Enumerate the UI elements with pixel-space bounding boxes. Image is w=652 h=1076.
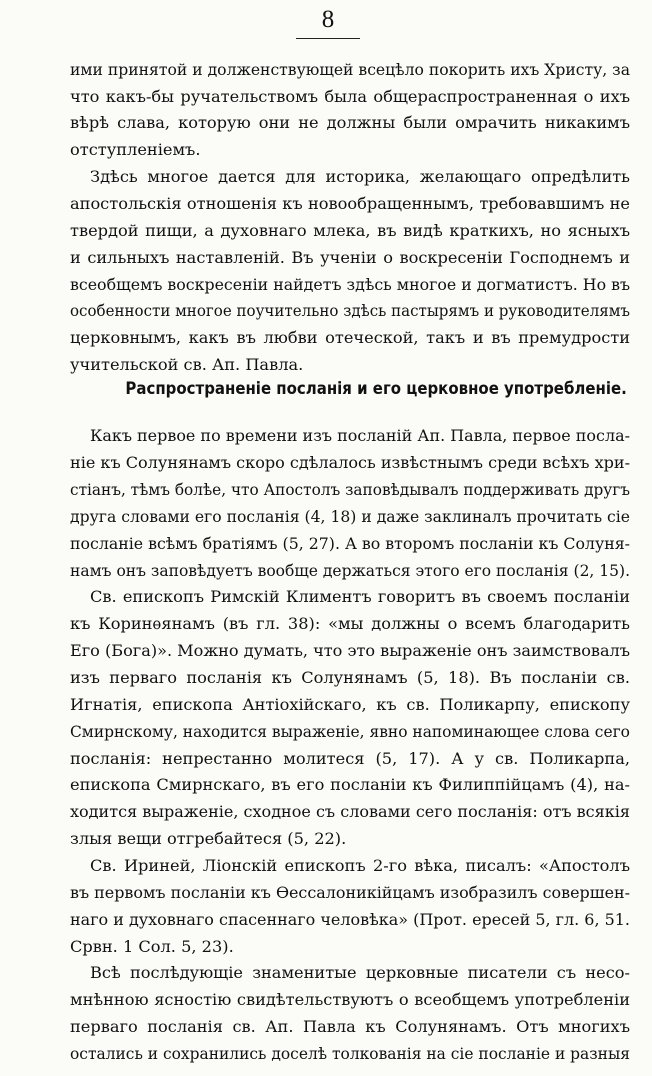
text-line: всеобщемъ воскресеніи найдетъ здѣсь многое и догматистъ. Но въ bbox=[70, 274, 631, 294]
text-line: мнѣнною ясностію свидѣтельствуютъ о всеобщемъ употребленіи bbox=[70, 990, 630, 1010]
text-line: остались и сохранились доселѣ толкованія на сіе посланіе и разныя bbox=[70, 1044, 631, 1063]
section-heading: Распространеніе посланія и его церковное употребленіе. bbox=[125, 379, 627, 400]
text-line: учительской св. Ап. Павла. bbox=[70, 355, 304, 375]
text-line: наго и духовнаго спасеннаго человѣка» (Прот. ересей 5, гл. 6, 51. bbox=[70, 909, 631, 929]
text-line: въ первомъ посланіи къ Ѳессалоникійцамъ изобразилъ совершен- bbox=[70, 882, 631, 902]
text-line: посланіе всѣмъ братіямъ (5, 27). А во второмъ посланіи къ Солуня- bbox=[70, 533, 630, 553]
text-line: Смирнскому, находится выраженіе, явно напоминающее слова сего bbox=[70, 721, 630, 741]
text-line: вѣрѣ слава, которую они не должны были омрачить никакимъ bbox=[70, 113, 630, 133]
text-line: епископа Смирнскаго, въ его посланіи къ Филиппійцамъ (4), на- bbox=[70, 775, 630, 795]
text-line: друга словами его посланія (4, 18) и даже заклиналъ прочитать сіе bbox=[70, 506, 630, 526]
text-line: Св. епископъ Римскій Климентъ говоритъ въ своемъ посланіи bbox=[90, 587, 630, 607]
text-line: ими принятой и долженствующей всецѣло покорить ихъ Христу, за bbox=[70, 59, 630, 79]
text-line: перваго посланія св. Ап. Павла къ Солунянамъ. Отъ многихъ bbox=[70, 1017, 630, 1037]
text-line: стіанъ, тѣмъ болѣе, что Апостолъ заповѣдывалъ поддерживать другъ bbox=[70, 479, 631, 499]
text-line: къ Коринѳянамъ (въ гл. 38): «мы должны о всемъ благодарить bbox=[70, 614, 630, 634]
text-line: отступленіемъ. bbox=[70, 140, 201, 160]
text-line: намъ онъ заповѣдуетъ вообще держаться этого его посланія (2, 15). bbox=[70, 560, 631, 580]
text-line: ходится выраженіе, сходное съ словами сего посланія: отъ всякія bbox=[70, 802, 630, 822]
text-line: и сильныхъ наставленій. Въ ученіи о воскресеніи Господнемъ и bbox=[70, 247, 630, 267]
text-line: злыя вещи отгребайтеся (5, 22). bbox=[70, 829, 347, 849]
text-line: что какъ-бы ручательствомъ была общераспространенная о ихъ bbox=[70, 86, 630, 106]
text-line: изъ перваго посланія къ Солунянамъ (5, 18). Въ посланіи св. bbox=[70, 667, 630, 687]
text-line: посланія: непрестанно молитеся (5, 17). А у св. Поликарпа, bbox=[70, 748, 630, 768]
text-line: Игнатія, епископа Антіохійскаго, къ св. Поликарпу, епископу bbox=[70, 694, 630, 714]
text-line: церковнымъ, какъ въ любви отеческой, такъ и въ премудрости bbox=[70, 328, 630, 348]
text-line: Какъ первое по времени изъ посланій Ап. Павла, первое посла- bbox=[90, 426, 631, 446]
text-line: апостольскія отношенія къ новообращеннымъ, требовавшимъ не bbox=[70, 194, 630, 213]
text-line: ніе къ Солунянамъ скоро сдѣлалось извѣстнымъ среди всѣхъ хри- bbox=[70, 453, 631, 472]
text-line: Св. Ириней, Ліонскій епископъ 2-го вѣка, писалъ: «Апостолъ bbox=[90, 856, 630, 875]
text-line: Всѣ послѣдующіе знаменитые церковные писатели съ несо- bbox=[90, 963, 630, 983]
text-line: Срвн. 1 Сол. 5, 23). bbox=[70, 936, 234, 956]
page-number: 8 bbox=[296, 4, 360, 39]
text-line: Его (Бога)». Можно думать, что это выраженіе онъ заимствовалъ bbox=[70, 641, 631, 660]
text-line: особенности многое поучительно здѣсь пастырямъ и руководителямъ bbox=[70, 301, 630, 321]
text-line: Здѣсь многое дается для историка, желающаго опредѣлить bbox=[90, 167, 630, 187]
text-line: твердой пищи, а духовнаго млека, въ видѣ краткихъ, но ясныхъ bbox=[70, 220, 630, 240]
